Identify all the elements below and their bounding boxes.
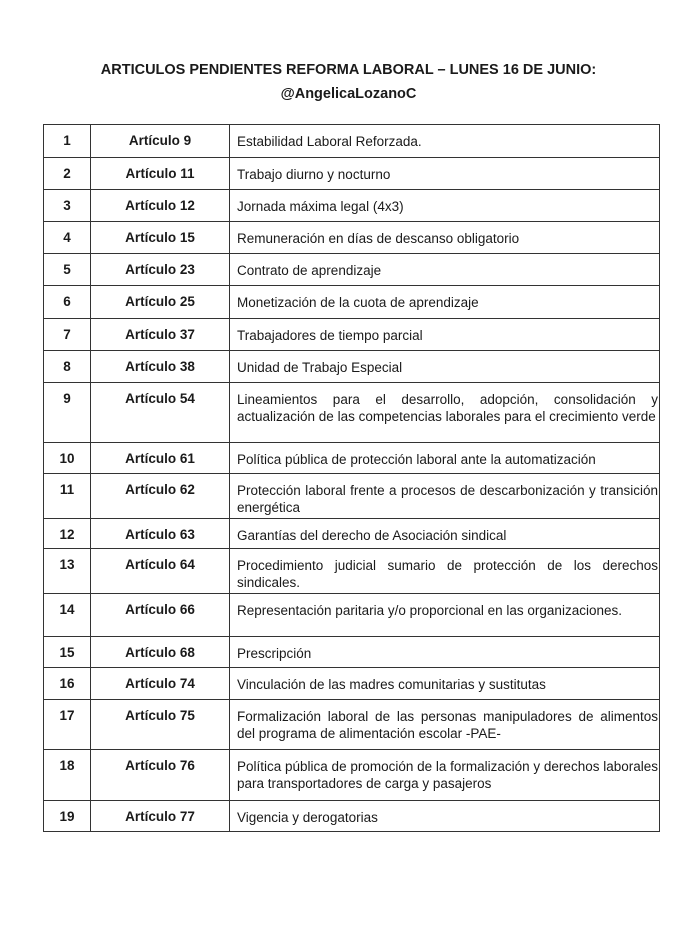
- row-number: 11: [44, 474, 91, 519]
- description-cell: Contrato de aprendizaje: [230, 254, 660, 286]
- table-row: [44, 319, 660, 351]
- table-row: [44, 222, 660, 254]
- article-cell: Artículo 15: [91, 222, 230, 254]
- row-number: 17: [44, 700, 91, 750]
- description-cell: Lineamientos para el desarrollo, adopción, consolidación y actualización de las competencias laborales para el crecimiento verde: [230, 383, 660, 443]
- row-number: 6: [44, 286, 91, 319]
- description-cell: Vigencia y derogatorias: [230, 801, 660, 832]
- row-number: 12: [44, 519, 91, 549]
- table-row: [44, 594, 660, 637]
- article-cell: Artículo 37: [91, 319, 230, 351]
- table-row: [44, 549, 660, 594]
- row-number: 2: [44, 158, 91, 190]
- row-number: 5: [44, 254, 91, 286]
- articles-table: [43, 124, 660, 832]
- table-row: [44, 637, 660, 668]
- article-cell: Artículo 11: [91, 158, 230, 190]
- table-row: [44, 750, 660, 801]
- table-row: [44, 125, 660, 158]
- description-cell: Representación paritaria y/o proporcional en las organizaciones.: [230, 594, 660, 637]
- row-number: 4: [44, 222, 91, 254]
- row-number: 1: [44, 125, 91, 158]
- table-row: [44, 383, 660, 443]
- row-number: 18: [44, 750, 91, 801]
- article-cell: Artículo 12: [91, 190, 230, 222]
- article-cell: Artículo 54: [91, 383, 230, 443]
- row-number: 3: [44, 190, 91, 222]
- description-cell: Formalización laboral de las personas manipuladores de alimentos del programa de alimentación escolar -PAE-: [230, 700, 660, 750]
- table-row: [44, 286, 660, 319]
- description-cell: Política pública de protección laboral ante la automatización: [230, 443, 660, 474]
- article-cell: Artículo 9: [91, 125, 230, 158]
- description-cell: Trabajadores de tiempo parcial: [230, 319, 660, 351]
- description-cell: Protección laboral frente a procesos de descarbonización y transición energética: [230, 474, 660, 519]
- table-row: [44, 474, 660, 519]
- row-number: 14: [44, 594, 91, 637]
- table-row: [44, 801, 660, 832]
- article-cell: Artículo 25: [91, 286, 230, 319]
- article-cell: Artículo 64: [91, 549, 230, 594]
- article-cell: Artículo 66: [91, 594, 230, 637]
- row-number: 8: [44, 351, 91, 383]
- description-cell: Prescripción: [230, 637, 660, 668]
- article-cell: Artículo 61: [91, 443, 230, 474]
- table-row: [44, 700, 660, 750]
- description-cell: Remuneración en días de descanso obligatorio: [230, 222, 660, 254]
- article-cell: Artículo 75: [91, 700, 230, 750]
- description-cell: Jornada máxima legal (4x3): [230, 190, 660, 222]
- article-cell: Artículo 38: [91, 351, 230, 383]
- article-cell: Artículo 23: [91, 254, 230, 286]
- table-row: [44, 519, 660, 549]
- row-number: 16: [44, 668, 91, 700]
- articles-table-body: [44, 125, 660, 832]
- description-cell: Política pública de promoción de la formalización y derechos laborales para transportadores de carga y pasajeros: [230, 750, 660, 801]
- description-cell: Monetización de la cuota de aprendizaje: [230, 286, 660, 319]
- row-number: 10: [44, 443, 91, 474]
- description-cell: Estabilidad Laboral Reforzada.: [230, 125, 660, 158]
- row-number: 15: [44, 637, 91, 668]
- article-cell: Artículo 76: [91, 750, 230, 801]
- article-cell: Artículo 68: [91, 637, 230, 668]
- article-cell: Artículo 63: [91, 519, 230, 549]
- document-title: ARTICULOS PENDIENTES REFORMA LABORAL – LUNES 16 DE JUNIO:: [100, 62, 597, 78]
- article-cell: Artículo 62: [91, 474, 230, 519]
- row-number: 13: [44, 549, 91, 594]
- table-row: [44, 668, 660, 700]
- description-cell: Procedimiento judicial sumario de protección de los derechos sindicales.: [230, 549, 660, 594]
- table-row: [44, 158, 660, 190]
- table-row: [44, 254, 660, 286]
- table-row: [44, 351, 660, 383]
- description-cell: Garantías del derecho de Asociación sindical: [230, 519, 660, 549]
- row-number: 9: [44, 383, 91, 443]
- table-row: [44, 190, 660, 222]
- description-cell: Vinculación de las madres comunitarias y sustitutas: [230, 668, 660, 700]
- author-handle: @AngelicaLozanoC: [280, 86, 417, 102]
- article-cell: Artículo 77: [91, 801, 230, 832]
- description-cell: Unidad de Trabajo Especial: [230, 351, 660, 383]
- table-row: [44, 443, 660, 474]
- row-number: 7: [44, 319, 91, 351]
- row-number: 19: [44, 801, 91, 832]
- description-cell: Trabajo diurno y nocturno: [230, 158, 660, 190]
- article-cell: Artículo 74: [91, 668, 230, 700]
